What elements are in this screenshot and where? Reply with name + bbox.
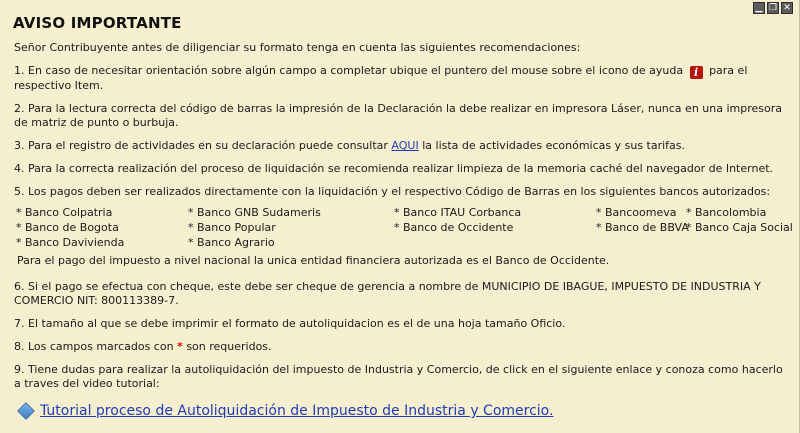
item-4: 4. Para la correcta realización del proceso de liquidación se recomienda realizar limpieza de la memoria caché del navegador de Internet. [14,162,774,175]
bank-agrario: * Banco Agrario [188,236,275,249]
minimize-button[interactable]: ▁ [753,2,765,14]
bank-popular: * Banco Popular [188,221,276,234]
item-3-text-end: la lista de actividades económicas y sus tarifas. [422,139,686,152]
bank-bancolombia: * Bancolombia [686,206,767,219]
item-8 [14,340,791,354]
bank-occidente: * Banco de Occidente [394,221,514,234]
window-controls [753,2,793,14]
required-asterisk: * [177,340,183,353]
bank-bancoomeva: * Bancoomeva [596,206,677,219]
bank-itau-corbanca: * Banco ITAU Corbanca [394,206,522,219]
aqui-link[interactable]: AQUI [391,139,419,152]
item-6: 6. Si el pago se efectua con cheque, este debe ser cheque de gerencia a nombre de MUNICIPIO DE IBAGUE, IMPUESTO DE INDUSTRIA Y COMERCIO NIT: 800113389-7. [14,280,761,307]
item-7: 7. El tamaño al que se debe imprimir el formato de autoliquidacion es el de una hoja tamaño Oficio. [14,317,566,330]
bank-bbva: * Banco de BBVA [596,221,689,234]
bank-caja-social: * Banco Caja Social [686,221,793,234]
window-title: AVISO IMPORTANTE [13,14,182,32]
item-1-text: 1. En caso de necesitar orientación sobre algún campo a completar ubique el puntero del mouse sobre el icono de ayuda [14,64,684,77]
intro-text: Señor Contribuyente antes de diligenciar su formato tenga en cuenta las siguientes recomendaciones: [14,41,581,54]
item-3 [14,139,791,153]
bank-gnb-sudameris: * Banco GNB Sudameris [188,206,321,219]
bank-bogota: * Banco de Bogota [16,221,119,234]
item-5: 5. Los pagos deben ser realizados directamente con la liquidación y el respectivo Código de Barras en los siguientes bancos autorizados: [14,185,771,198]
tutorial-row [18,403,791,419]
item-9: 9. Tiene dudas para realizar la autoliquidación del impuesto de Industria y Comercio, de click en el siguiente enlace y conoza como hacerlo a traves del video tutorial: [14,363,783,390]
item-5-note: Para el pago del impuesto a nivel nacional la unica entidad financiera autorizada es el Banco de Occidente. [17,254,610,267]
bank-list [16,206,791,254]
item-1 [14,64,791,93]
item-3-text: 3. Para el registro de actividades en su declaración puede consultar [14,139,388,152]
item-1-text-end: para el respectivo Item. [14,64,748,92]
restore-button[interactable]: ❐ [768,3,778,13]
item-2: 2. Para la lectura correcta del código de barras la impresión de la Declaración la debe realizar en impresora Láser, nunca en una impresora de matriz de punto o burbuja. [14,102,782,129]
item-8-text-end: son requeridos. [186,340,272,353]
notice-content [14,41,791,419]
item-8-text: 8. Los campos marcados con [14,340,174,353]
help-info-icon: i [690,66,703,79]
close-button[interactable]: ✕ [781,2,793,14]
bank-colpatria: * Banco Colpatria [16,206,113,219]
tutorial-link[interactable]: Tutorial proceso de Autoliquidación de Impuesto de Industria y Comercio. [40,403,554,419]
document-icon [17,402,35,420]
bank-davivienda: * Banco Davivienda [16,236,125,249]
